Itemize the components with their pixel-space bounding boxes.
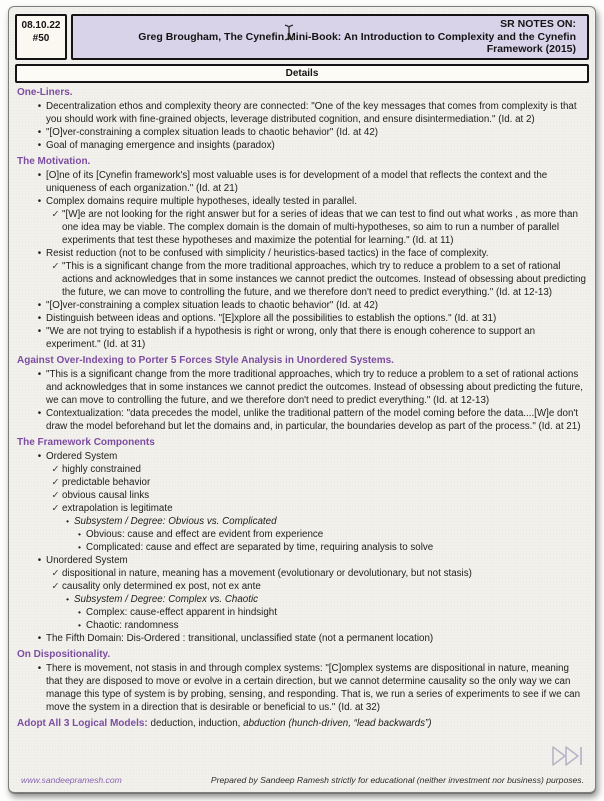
skip-forward-icon[interactable] xyxy=(550,744,586,768)
list-item xyxy=(49,260,589,299)
bullet-icon: • xyxy=(37,139,42,151)
list-item xyxy=(49,489,589,502)
list-item xyxy=(49,567,589,580)
bullet-icon: • xyxy=(37,632,42,644)
list-item xyxy=(33,126,589,139)
check-icon: ✓ xyxy=(51,260,60,272)
bullet-icon: • xyxy=(37,407,42,419)
header-row xyxy=(15,14,589,60)
item-text: Unordered System xyxy=(46,554,128,566)
list-item xyxy=(49,208,589,247)
item-text: causality only determined ex post, not ex ante xyxy=(62,580,261,592)
check-icon: ✓ xyxy=(51,567,60,579)
footer xyxy=(21,775,584,785)
note-date: 08.10.22 xyxy=(21,20,61,31)
list-item xyxy=(33,195,589,208)
bullet-icon: • xyxy=(66,515,69,526)
disclaimer-text: Prepared by Sandeep Ramesh strictly for educational (neither investment nor business) purposes. xyxy=(210,775,584,785)
item-text: "[W]e are not looking for the right answer but for a series of ideas that we can test to find out what works , as more than one idea may be viable. The complex domain is the domain of multi-hypotheses, so aim to run a number of parallel experiments that test these hypotheses and maximize the potential for learning." (Id. at 11) xyxy=(62,208,578,246)
list-item xyxy=(61,515,589,528)
item-text: "[O]ver-constraining a complex situation leads to chaotic behavior" (Id. at 42) xyxy=(46,126,379,138)
bullet-icon: • xyxy=(37,100,42,112)
item-text: "[O]ver-constraining a complex situation leads to chaotic behavior" (Id. at 42) xyxy=(46,299,379,311)
check-icon: ✓ xyxy=(51,502,60,514)
bullet-icon: • xyxy=(37,368,42,380)
list-item xyxy=(33,325,589,351)
list-item xyxy=(33,100,589,126)
check-icon: ✓ xyxy=(51,476,60,488)
bullet-icon: • xyxy=(37,195,42,207)
section-heading: Against Over-Indexing to Porter 5 Forces Style Analysis in Unordered Systems. xyxy=(17,354,394,366)
bullet-icon: • xyxy=(37,554,42,566)
bullet-icon: • xyxy=(78,541,81,552)
list-item xyxy=(73,606,589,619)
item-text: "We are not trying to establish if a hypothesis is right or wrong, only that there is enough coherence to support an experiment." (Id. at 31) xyxy=(46,325,536,350)
bullet-icon: • xyxy=(78,606,81,617)
note-number: #50 xyxy=(32,33,50,44)
item-text: extrapolation is legitimate xyxy=(62,502,173,514)
item-text: "This is a significant change from the more traditional approaches, which try to reduce a problem to a set of rational actions and acknowledges that in some instances we cannot predict the outcomes. Instead of obsessing about predicting the future, we can move to controlling the future, and we therefore don't need to predict everything." (Id. at 12-13) xyxy=(62,260,586,298)
bullet-icon: • xyxy=(37,325,42,337)
list-item xyxy=(49,476,589,489)
list-item xyxy=(33,169,589,195)
list-item xyxy=(61,593,589,606)
list-item xyxy=(49,502,589,515)
list-item xyxy=(33,139,589,152)
bullet-icon: • xyxy=(37,169,42,181)
list-item xyxy=(33,450,589,463)
list-item xyxy=(33,312,589,325)
item-text: Goal of managing emergence and insights (paradox) xyxy=(46,139,275,151)
bullet-icon: • xyxy=(78,528,81,539)
item-text: Contextualization: "data precedes the model, unlike the traditional pattern of the model coming before the data....[W]e don't draw the model beforehand but let the domains and, in particular, the boundaries develop as part of the process." (Id. at 21) xyxy=(46,407,581,432)
check-icon: ✓ xyxy=(51,463,60,475)
item-text: The Fifth Domain: Dis-Ordered : transitional, unclassified state (not a permanent location) xyxy=(46,632,434,644)
item-text: Decentralization ethos and complexity theory are connected: "One of the key messages that comes from complexity is that you should work with fine-grained objects, leverage distributed cognition, and ensure disintermediation." (Id. at 2) xyxy=(46,100,577,125)
bullet-icon: • xyxy=(37,312,42,324)
website-link[interactable]: www.sandeepramesh.com xyxy=(21,775,122,785)
list-item xyxy=(73,541,589,554)
item-text: There is movement, not stasis in and through complex systems: "[C]omplex systems are dispositional in nature, meaning that they are disposed to move or evolve in a certain direction, but we cannot determine causality so the only way we can manage this type of system is by probing, sensing, and responding. That is, we run a series of experiments to see if we can move the system in a direction that is desirable or beneficial to us." (Id. at 32) xyxy=(46,662,581,713)
section-heading: The Framework Components xyxy=(17,436,155,448)
note-section xyxy=(15,354,589,433)
bullet-icon: • xyxy=(37,126,42,138)
note-section xyxy=(15,86,589,152)
inline-text: deduction, induction, xyxy=(150,717,244,729)
notes-page xyxy=(8,6,596,793)
list-item xyxy=(49,580,589,593)
section-heading: The Motivation. xyxy=(17,155,91,167)
list-item xyxy=(33,632,589,645)
list-item xyxy=(73,619,589,632)
details-bar: Details xyxy=(15,64,589,83)
item-text: Complicated: cause and effect are separated by time, requiring analysis to solve xyxy=(86,541,434,553)
item-text: Complex domains require multiple hypotheses, ideally tested in parallel. xyxy=(46,195,357,207)
section-heading: One-Liners. xyxy=(17,86,73,98)
note-section xyxy=(15,648,589,714)
inline-text: abduction (hunch-driven, “lead backwards”) xyxy=(243,717,432,729)
item-text: Subsystem / Degree: Complex vs. Chaotic xyxy=(74,593,259,605)
bullet-icon: • xyxy=(37,247,42,259)
item-text: Obvious: cause and effect are evident from experience xyxy=(86,528,324,540)
item-text: "This is a significant change from the more traditional approaches, which try to reduce a problem to a set of rational actions and acknowledges that in some instances we cannot predict the outcomes. Instead of obsessing about predicting the future, we can move to controlling the future, and we therefore don't need to predict everything." (Id. at 12-13) xyxy=(46,368,583,406)
note-section xyxy=(15,717,589,730)
list-item xyxy=(73,528,589,541)
bullet-icon: • xyxy=(37,662,42,674)
bullet-icon: • xyxy=(66,593,69,604)
item-text: dispositional in nature, meaning has a movement (evolutionary or devolutionary, but not stasis) xyxy=(62,567,472,579)
item-text: Resist reduction (not to be confused with simplicity / heuristics-based tactics) in the face of complexity. xyxy=(46,247,489,259)
item-text: Chaotic: randomness xyxy=(86,619,179,631)
list-item xyxy=(33,662,589,714)
list-item xyxy=(33,368,589,407)
list-item xyxy=(33,299,589,312)
section-heading: Adopt All 3 Logical Models: xyxy=(17,717,151,729)
item-text: obvious causal links xyxy=(62,489,150,501)
note-section xyxy=(15,155,589,351)
item-text: [O]ne of its [Cynefin framework's] most valuable uses is for development of a model that reflects the context and the uniqueness of each organization." (Id. at 21) xyxy=(46,169,548,194)
adopt-models-line xyxy=(17,717,589,730)
section-heading: On Dispositionality. xyxy=(17,648,111,660)
title-box xyxy=(71,14,589,60)
item-text: Distinguish between ideas and options. "[E]xplore all the possibilities to establish the options." (Id. at 31) xyxy=(46,312,497,324)
item-text: Ordered System xyxy=(46,450,118,462)
check-icon: ✓ xyxy=(51,208,60,220)
list-item xyxy=(33,407,589,433)
bullet-icon: • xyxy=(37,450,42,462)
list-item xyxy=(49,463,589,476)
item-text: predictable behavior xyxy=(62,476,151,488)
item-text: Complex: cause-effect apparent in hindsight xyxy=(86,606,277,618)
list-item xyxy=(33,554,589,567)
bullet-icon: • xyxy=(37,299,42,311)
check-icon: ✓ xyxy=(51,580,60,592)
check-icon: ✓ xyxy=(51,489,60,501)
list-item xyxy=(33,247,589,260)
item-text: highly constrained xyxy=(62,463,141,475)
note-section xyxy=(15,436,589,645)
notes-label: SR NOTES ON: xyxy=(500,18,576,30)
content xyxy=(15,86,589,730)
page-title: Greg Brougham, The Cynefin Mini-Book: An Introduction to Complexity and the Cynefin Framework (2015) xyxy=(138,30,576,56)
bullet-icon: • xyxy=(78,619,81,630)
item-text: Subsystem / Degree: Obvious vs. Complicated xyxy=(74,515,277,527)
date-number-box xyxy=(15,14,67,60)
